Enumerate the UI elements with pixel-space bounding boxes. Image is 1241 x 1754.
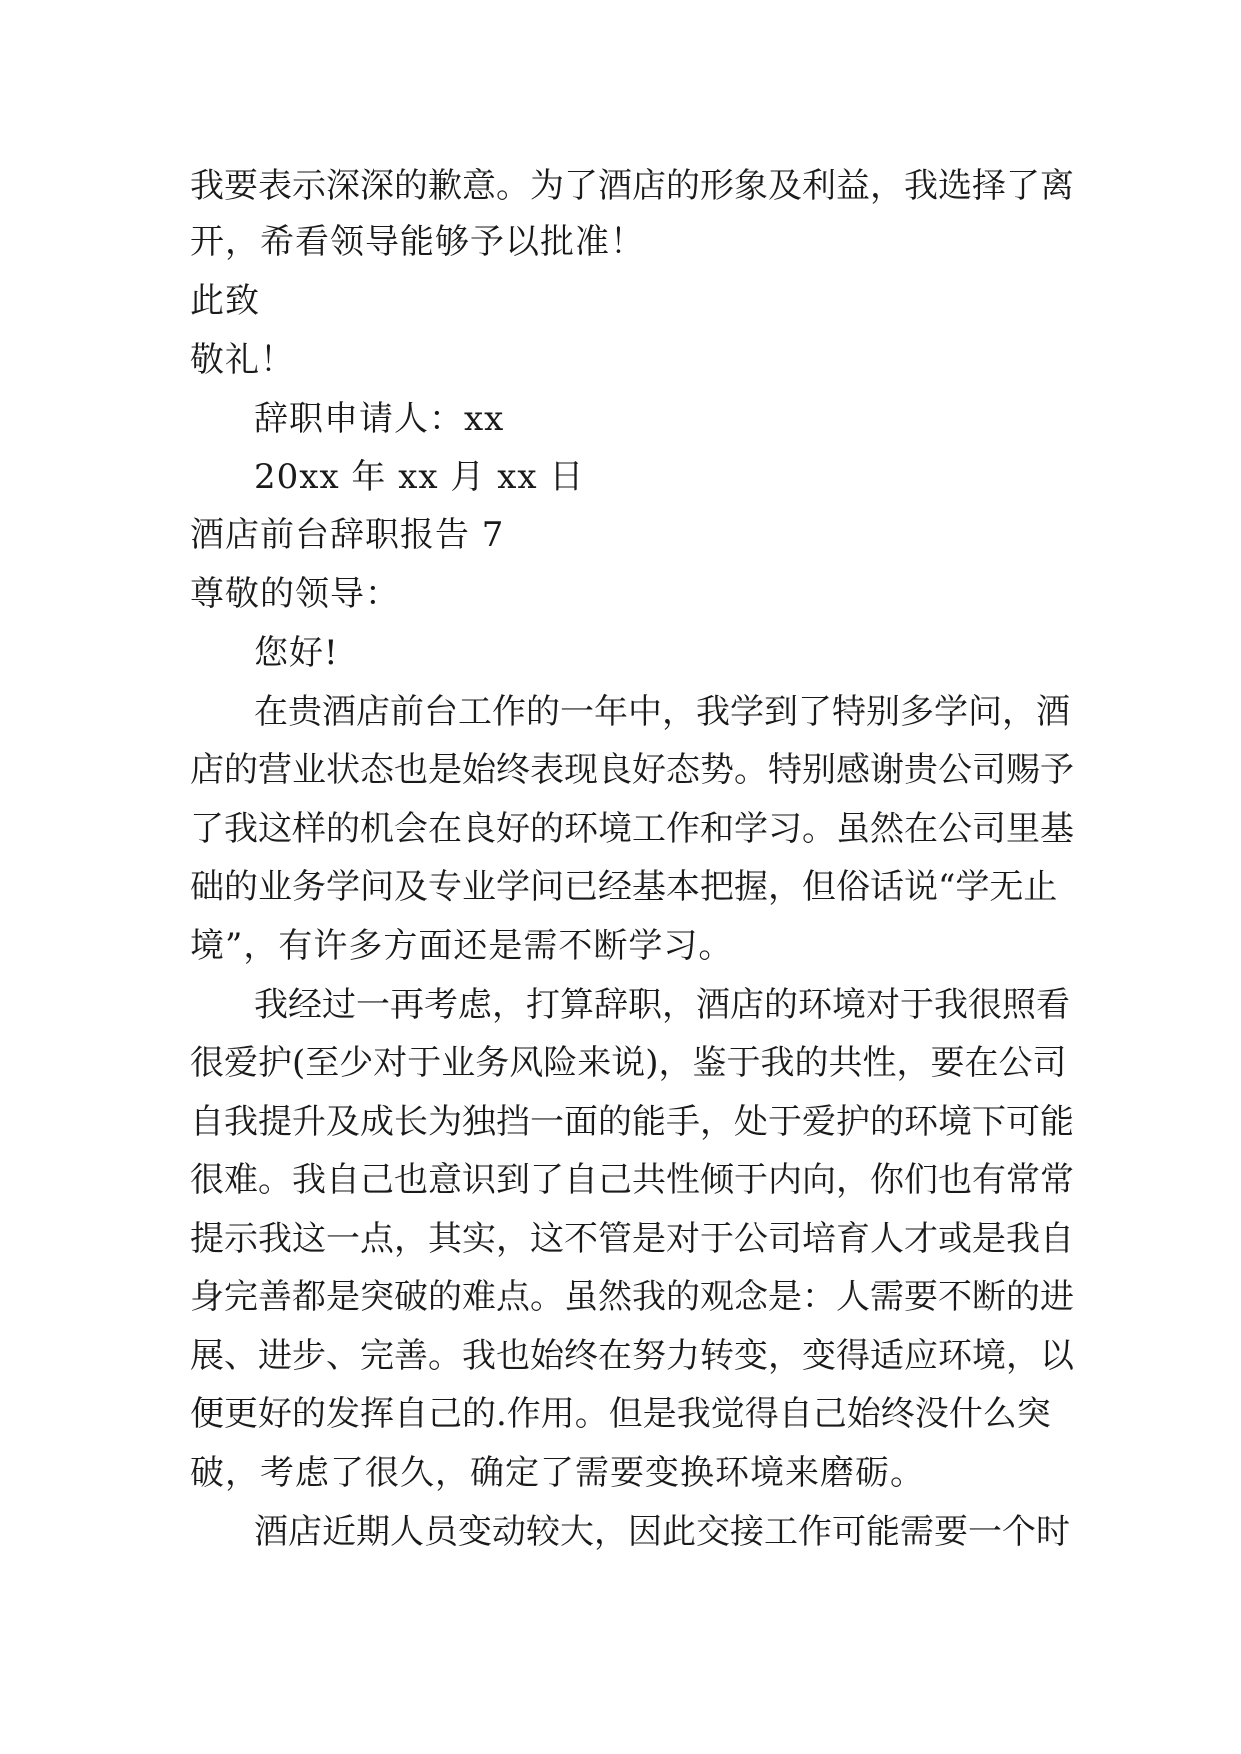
text-line: 展、进步、完善。我也始终在努力转变，变得适应环境，以 — [190, 1336, 1074, 1376]
text-line: 店的营业状态也是始终表现良好态势。特别感谢贵公司赐予 — [190, 750, 1074, 790]
greeting-hello: 您好! — [254, 633, 339, 673]
greeting-recipient: 尊敬的领导： — [190, 574, 400, 614]
text-line: 很爱护(至少对于业务风险来说)，鉴于我的共性，要在公司 — [190, 1043, 1067, 1083]
text-line: 身完善都是突破的难点。虽然我的观念是：人需要不断的进 — [190, 1277, 1074, 1317]
text-line: 提示我这一点，其实，这不管是对于公司培育人才或是我自 — [190, 1219, 1074, 1259]
text-line: 础的业务学问及专业学问已经基本把握，但俗话说“学无止 — [190, 867, 1058, 907]
text-line: 在贵酒店前台工作的一年中，我学到了特别多学问，酒 — [254, 692, 1070, 732]
text-line: 便更好的发挥自己的.作用。但是我觉得自己始终没什么突 — [190, 1394, 1051, 1434]
text-line: 自我提升及成长为独挡一面的能手，处于爱护的环境下可能 — [190, 1102, 1074, 1142]
signature-date: 20xx 年 xx 月 xx 日 — [254, 457, 585, 497]
section-title: 酒店前台辞职报告 7 — [190, 515, 505, 555]
text-line: 我经过一再考虑，打算辞职，酒店的环境对于我很照看 — [254, 985, 1070, 1025]
text-line: 酒店近期人员变动较大，因此交接工作可能需要一个时 — [254, 1512, 1070, 1552]
text-line: 我要表示深深的歉意。为了酒店的形象及利益，我选择了离 — [190, 166, 1074, 206]
text-line: 很难。我自己也意识到了自己共性倾于内向，你们也有常常 — [190, 1160, 1074, 1200]
closing-regards: 敬礼！ — [190, 340, 295, 380]
text-line: 了我这样的机会在良好的环境工作和学习。虽然在公司里基 — [190, 809, 1074, 849]
text-line: 开，希看领导能够予以批准！ — [190, 222, 645, 262]
closing-salutation: 此致 — [190, 281, 260, 321]
signature-applicant: 辞职申请人：xx — [254, 399, 505, 439]
text-line: 破，考虑了很久，确定了需要变换环境来磨砺。 — [190, 1453, 925, 1493]
text-line: 境”，有许多方面还是需不断学习。 — [190, 926, 734, 966]
